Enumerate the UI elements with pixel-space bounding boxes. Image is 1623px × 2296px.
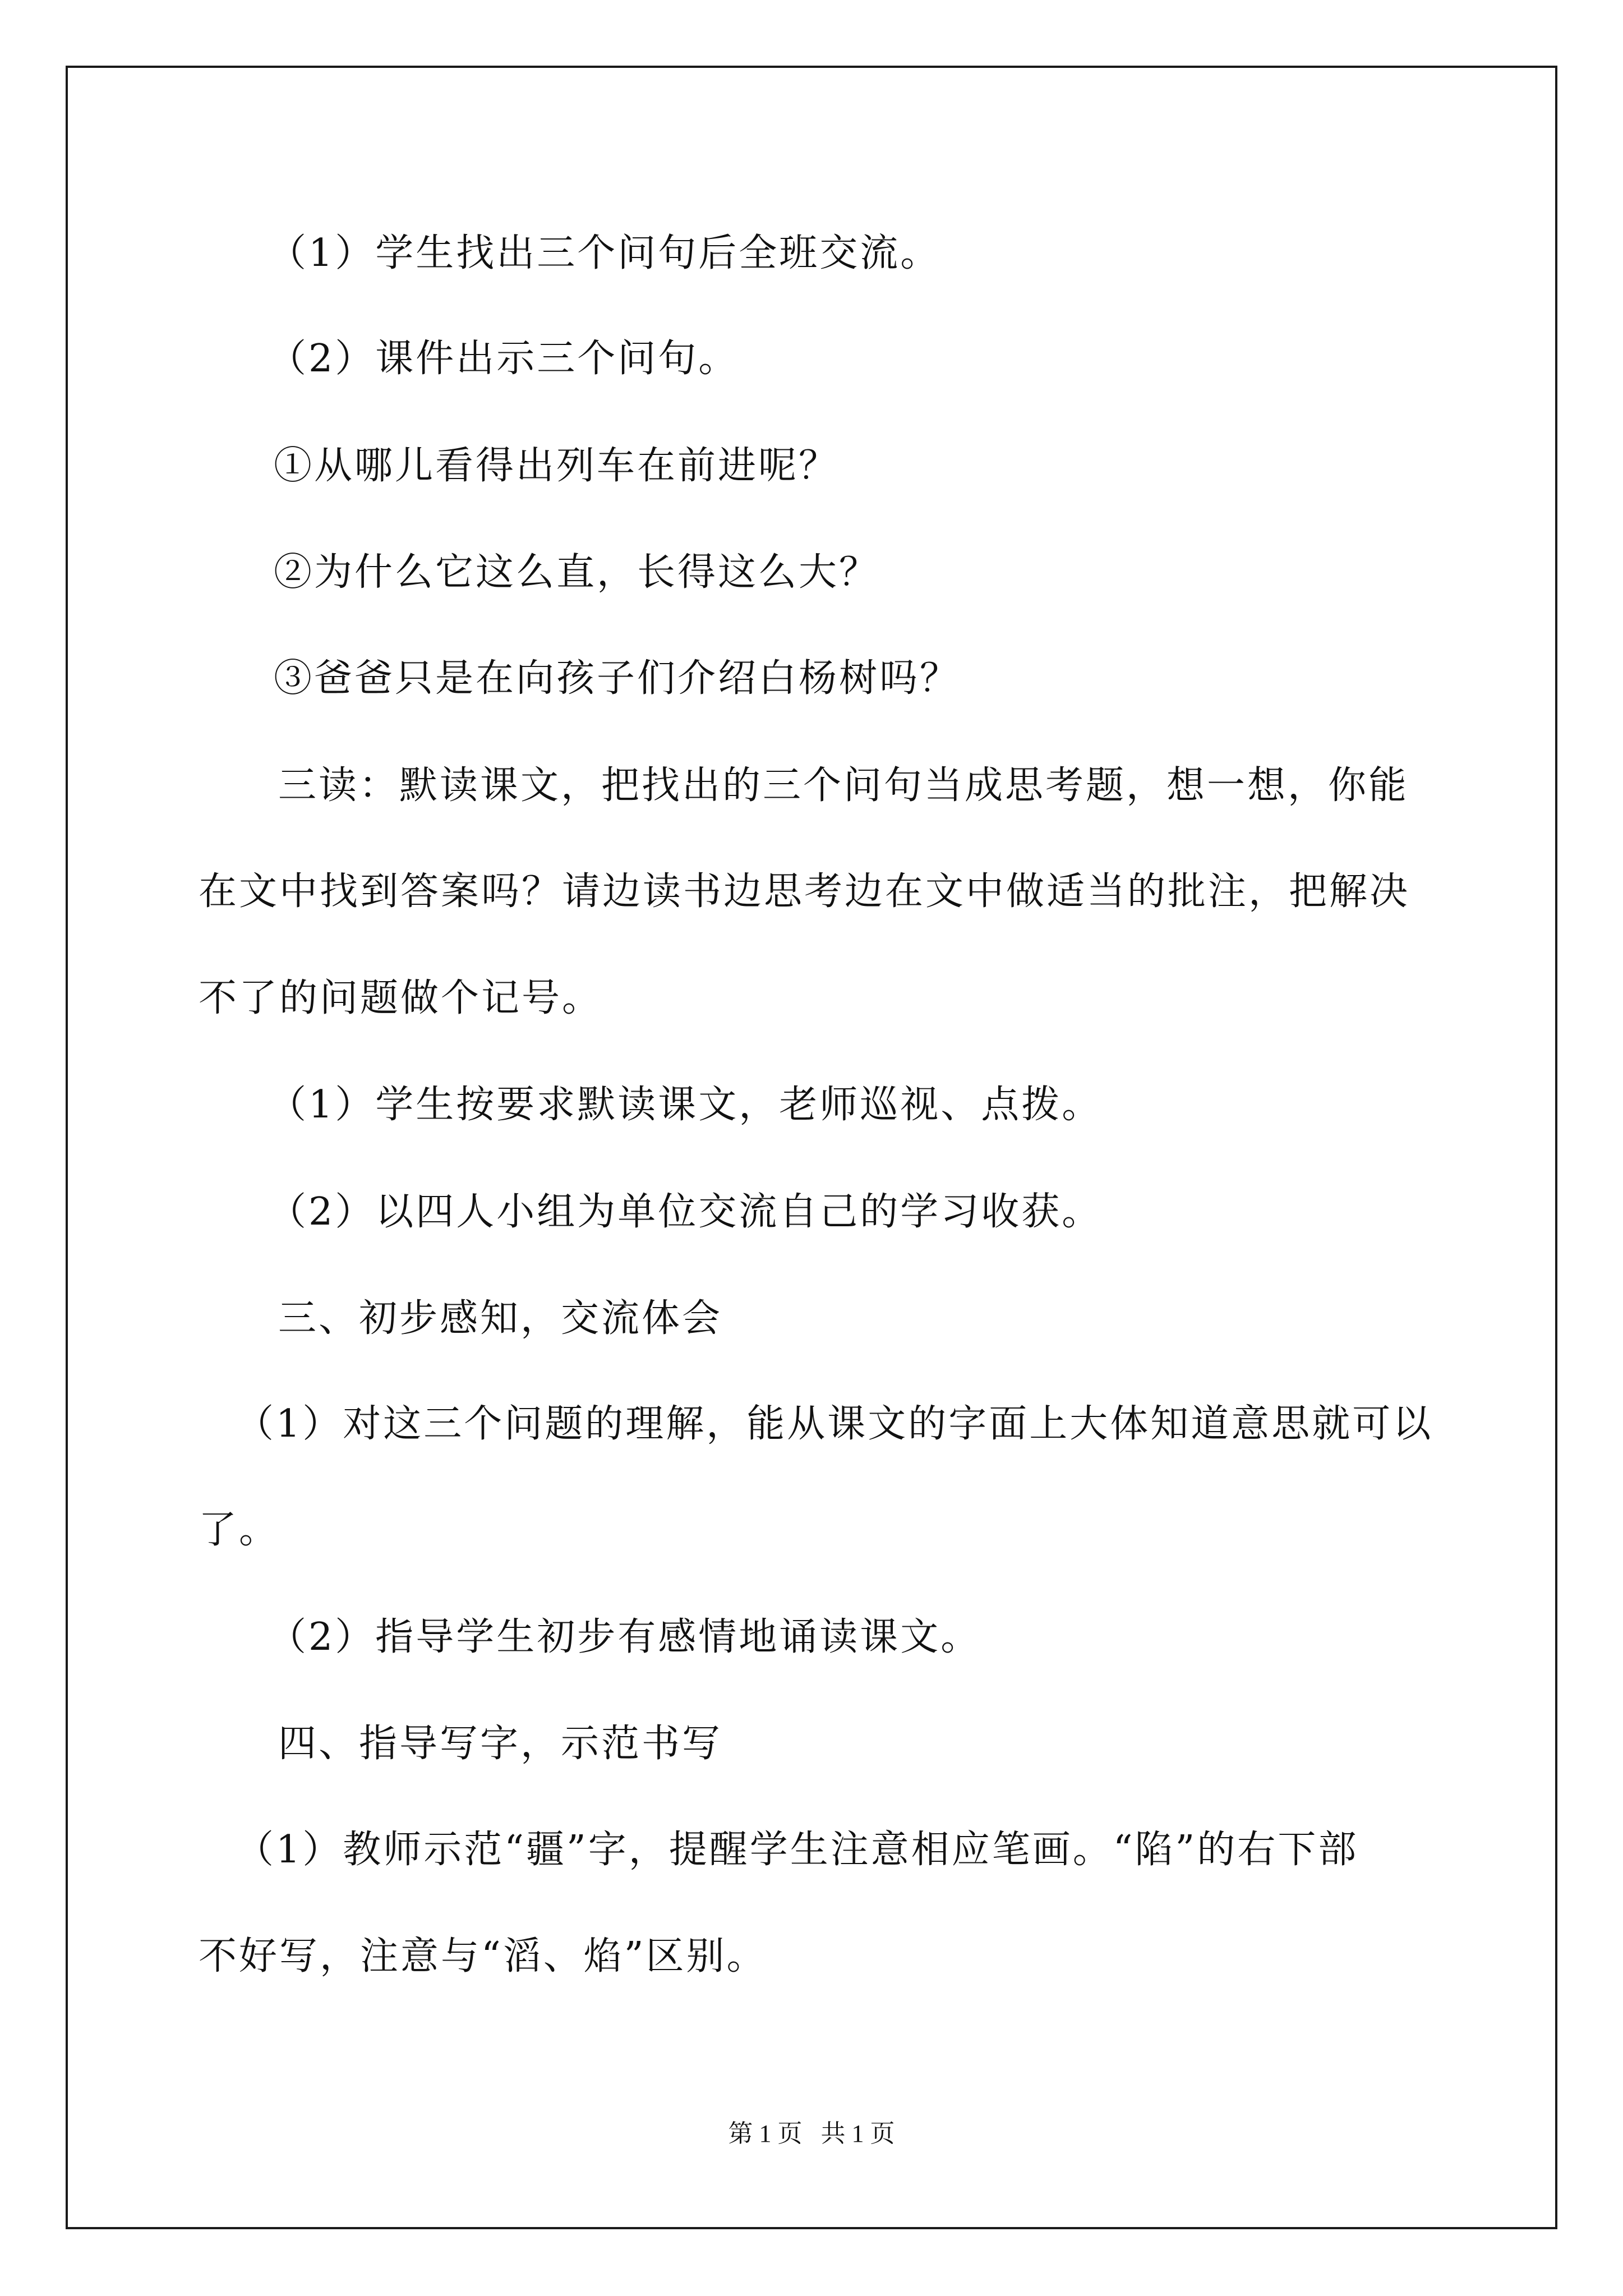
paragraph-3: ①从哪儿看得出列车在前进呢？ xyxy=(274,444,840,488)
section-heading-4: 四、指导写字，示范书写 xyxy=(278,1722,723,1766)
paragraph-13: 了。 xyxy=(199,1508,280,1552)
page-border xyxy=(66,66,1557,2229)
section-heading-3: 三、初步感知，交流体会 xyxy=(278,1296,723,1341)
paragraph-14: （2）指导学生初步有感情地诵读课文。 xyxy=(268,1615,981,1659)
paragraph-17: 不好写，注意与“滔、焰”区别。 xyxy=(199,1934,767,1978)
paragraph-5: ③爸爸只是在向孩子们介绍白杨树吗？ xyxy=(274,656,961,701)
paragraph-8: 不了的问题做个记号。 xyxy=(199,976,603,1020)
page-number-footer: 第 1 页 共 1 页 xyxy=(728,2120,895,2147)
paragraph-10: （2）以四人小组为单位交流自己的学习收获。 xyxy=(268,1190,1103,1234)
paragraph-16: （1）教师示范“疆”字，提醒学生注意相应笔画。“陷”的右下部 xyxy=(236,1828,1359,1872)
paragraph-9: （1）学生按要求默读课文，老师巡视、点拨。 xyxy=(268,1083,1103,1127)
paragraph-7: 在文中找到答案吗？请边读书边思考边在文中做适当的批注，把解决 xyxy=(199,869,1410,914)
paragraph-1: （1）学生找出三个问句后全班交流。 xyxy=(268,231,941,275)
paragraph-6: 三读：默读课文，把找出的三个问句当成思考题，想一想，你能 xyxy=(278,763,1409,808)
paragraph-12: （1）对这三个问题的理解，能从课文的字面上大体知道意思就可以 xyxy=(236,1402,1433,1446)
paragraph-2: （2）课件出示三个问句。 xyxy=(268,337,739,381)
paragraph-4: ②为什么它这么直，长得这么大？ xyxy=(274,550,880,595)
